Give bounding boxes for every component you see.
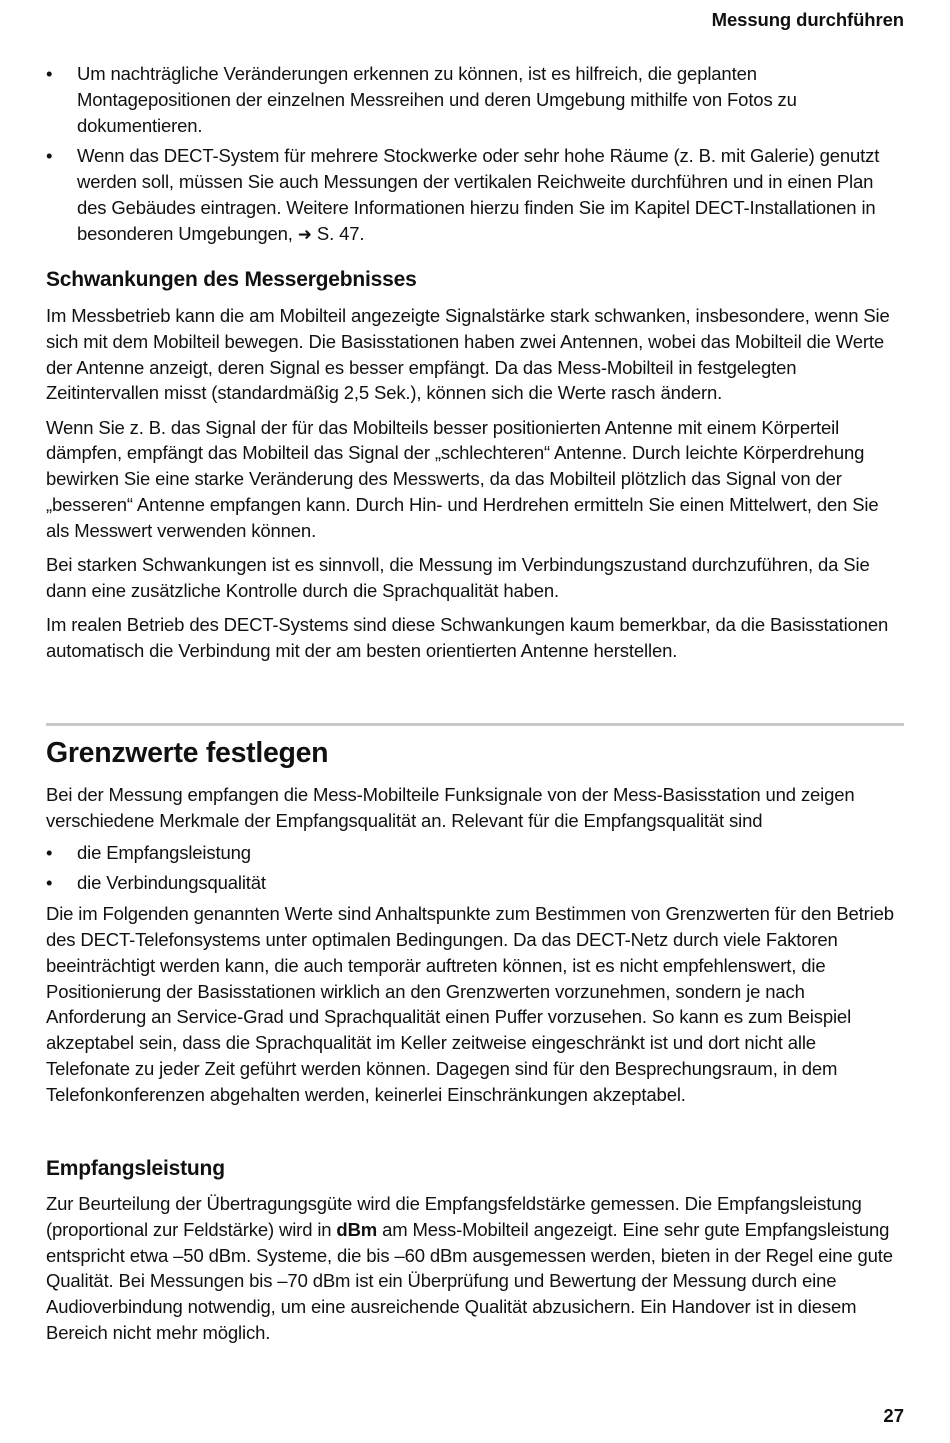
list-item-text: Wenn das DECT-System für mehrere Stockwerke oder sehr hohe Räume (z. B. mit Galerie) genutzt werden soll, müssen Sie auch Messungen der vertikalen Reichweite durchführen und in einen Plan des Gebäudes eintragen. Weitere Informationen hierzu finden Sie im Kapitel DECT-Installationen in besonderen Umgebungen, [77,145,880,244]
arrow-right-icon: ➜ [297,224,312,244]
paragraph: Wenn Sie z. B. das Signal der für das Mobilteils besser positionierten Antenne mit einem Körperteil dämpfen, empfängt das Mobilteil das Signal der „schlechteren“ Antenne. Durch leichte Körperdrehung bewirken Sie eine starke Veränderung des Messwerts, da das Mobilteil plötzlich das Signal von der „besseren“ Antenne empfangen kann. Durch Hin- und Herdrehen ermitteln Sie einen Mittelwert, den Sie als Messwert verwenden können. [46,416,879,541]
list-item [46,143,904,247]
section-divider [46,723,904,726]
paragraph-text: am Mess-Mobilteil angezeigt. Eine sehr gute Empfangsleistung entspricht etwa –50 dBm. Systeme, die bis –60 dBm ausgemessen werden, bieten in der Regel eine gute Qualität. Bei Messungen bis –70 dBm ist ein Überprüfung und Bewertung der Messung durch eine Audioverbindung notwendig, um eine ausreichende Qualität abzusichern. Ein Handover ist in diesem Bereich nicht mehr möglich. [46,1218,893,1343]
reception-power-body [46,1191,904,1346]
section-heading-reception-power: Empfangsleistung [46,1157,225,1180]
unit-dbm: dBm [336,1218,378,1240]
paragraph: Im Messbetrieb kann die am Mobilteil angezeigte Signalstärke stark schwanken, insbesondere, wenn Sie sich mit dem Mobilteil bewegen. Die Basisstationen haben zwei Antennen, wobei das Mobilteil die Werte der Antenne anzeigt, deren Signal es besser empfängt. Da das Mess-Mobilteil in festgelegten Zeitintervallen misst (standardmäßig 2,5 Sek.), können sich die Werte rasch ändern. [46,305,890,404]
limits-body [46,782,904,1114]
fluctuations-body [46,303,904,672]
paragraph-text: Zur Beurteilung der Übertragungsgüte wird die Empfangsfeldstärke gemessen. Die Empfangsleistung (proportional zur Feldstärke) wird in [46,1193,862,1240]
list-item [46,840,904,866]
page-reference-link[interactable]: S. 47. [316,222,365,244]
page-number: 27 [883,1405,904,1426]
running-header-title: Messung durchführen [711,9,904,30]
list-item-text: Um nachträgliche Veränderungen erkennen zu können, ist es hilfreich, die geplanten Montagepositionen der einzelnen Messreihen und deren Umgebung mithilfe von Fotos zu dokumentieren. [77,63,797,136]
list-item [46,870,904,896]
bullet-marker: • [46,145,53,167]
list-item-text: die Empfangsleistung [77,841,251,863]
paragraph [46,1191,904,1346]
list-item [46,61,904,138]
paragraph: Bei der Messung empfangen die Mess-Mobilteile Funksignale von der Mess-Basisstation und zeigen verschiedene Merkmale der Empfangsqualität an. Relevant für die Empfangsqualität sind [46,784,855,831]
limits-bullet-list [46,840,904,897]
bullet-marker: • [46,63,53,84]
bullet-marker: • [46,841,53,863]
paragraph: Bei starken Schwankungen ist es sinnvoll, die Messung im Verbindungszustand durchzuführen, da Sie dann eine zusätzliche Kontrolle durch die Sprachqualität haben. [46,554,870,601]
paragraph: Die im Folgenden genannten Werte sind Anhaltspunkte zum Bestimmen von Grenzwerten für den Betrieb des DECT-Telefonsystems unter optimalen Bedingungen. Da das DECT-Netz durch viele Faktoren beeinträchtigt werden kann, die auch temporär auftreten können, ist es nicht empfehlenswert, die Positionierung der Basisstationen wirklich an den Grenzwerten vorzunehmen, sondern je nach Anforderung an Service-Grad und Sprachqualität einen Puffer vorzusehen. So kann es zum Beispiel akzeptabel sein, dass die Sprachqualität im Keller zeitweise eingeschränkt ist und dort nicht alle Telefonate zu jeder Zeit geführt werden können. Dagegen sind für den Besprechungsraum, in dem Telefonkonferenzen abgehalten werden, keinerlei Einschränkungen akzeptabel. [46,903,894,1105]
chapter-heading-limits: Grenzwerte festlegen [46,737,329,769]
bullet-marker: • [46,872,53,894]
intro-bullet-list [46,61,904,253]
list-item-text: die Verbindungsqualität [77,872,266,894]
paragraph: Im realen Betrieb des DECT-Systems sind diese Schwankungen kaum bemerkbar, da die Basisstationen automatisch die Verbindung mit der am besten orientierten Antenne herstellen. [46,614,889,662]
section-heading-fluctuations: Schwankungen des Messergebnisses [46,268,417,291]
